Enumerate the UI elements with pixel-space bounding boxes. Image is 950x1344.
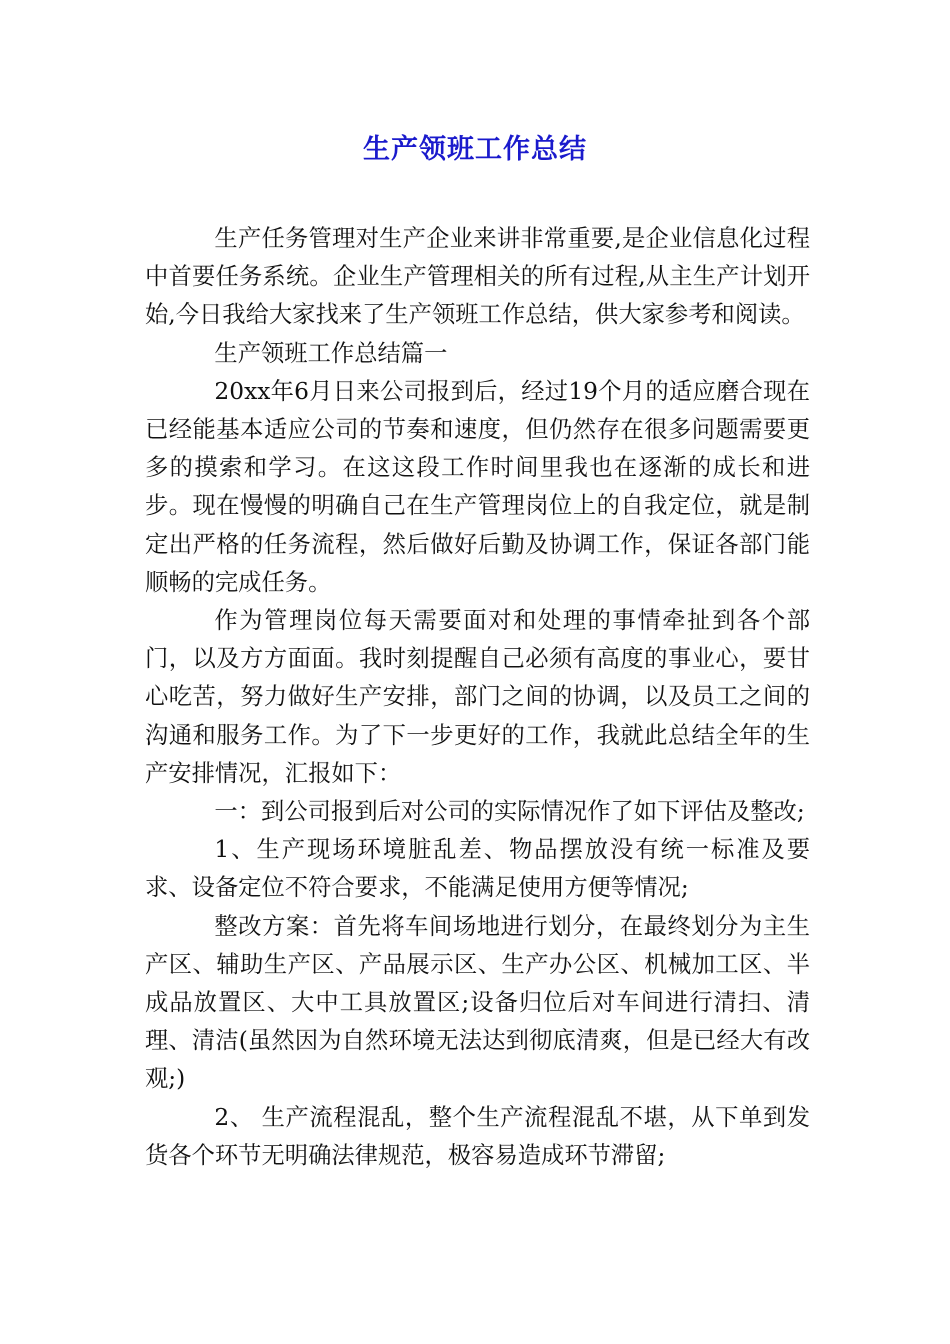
- paragraph-background: 20xx年6月日来公司报到后，经过19个月的适应磨合现在已经能基本适应公司的节奏和速度，但仍然存在很多问题需要更多的摸索和学习。在这这段工作时间里我也在逐渐的成长和进步。现在慢慢的明确自己在生产管理岗位上的自我定位，就是制定出严格的任务流程，然后做好后勤及协调工作，保证各部门能顺畅的完成任务。: [145, 377, 810, 596]
- section-heading: 生产领班工作总结篇一: [214, 339, 448, 367]
- document-body: [145, 220, 810, 1175]
- paragraph-assessment-heading: 一：到公司报到后对公司的实际情况作了如下评估及整改;: [214, 798, 805, 826]
- paragraph-intro: 生产任务管理对生产企业来讲非常重要,是企业信息化过程中首要任务系统。企业生产管理相关的所有过程,从主生产计划开始,今日我给大家找来了生产领班工作总结，供大家参考和阅读。: [145, 225, 810, 329]
- paragraph-solution-1: 整改方案：首先将车间场地进行划分，在最终划分为主生产区、辅助生产区、产品展示区、生产办公区、机械加工区、半成品放置区、大中工具放置区;设备归位后对车间进行清扫、清理、清洁(虽然因为自然环境无法达到彻底清爽，但是已经大有改观;): [145, 912, 810, 1093]
- paragraph-responsibilities: 作为管理岗位每天需要面对和处理的事情牵扯到各个部门，以及方方面面。我时刻提醒自己必须有高度的事业心，要甘心吃苦，努力做好生产安排，部门之间的协调，以及员工之间的沟通和服务工作。为了下一步更好的工作，我就此总结全年的生产安排情况，汇报如下：: [145, 607, 810, 787]
- document-title: 生产领班工作总结: [363, 134, 587, 165]
- paragraph-issue-2: 2、 生产流程混乱，整个生产流程混乱不堪，从下单到发货各个环节无明确法律规范，极容易造成环节滞留;: [145, 1103, 810, 1169]
- paragraph-issue-1: 1、生产现场环境脏乱差、物品摆放没有统一标准及要求、设备定位不符合要求，不能满足使用方便等情况;: [145, 836, 810, 902]
